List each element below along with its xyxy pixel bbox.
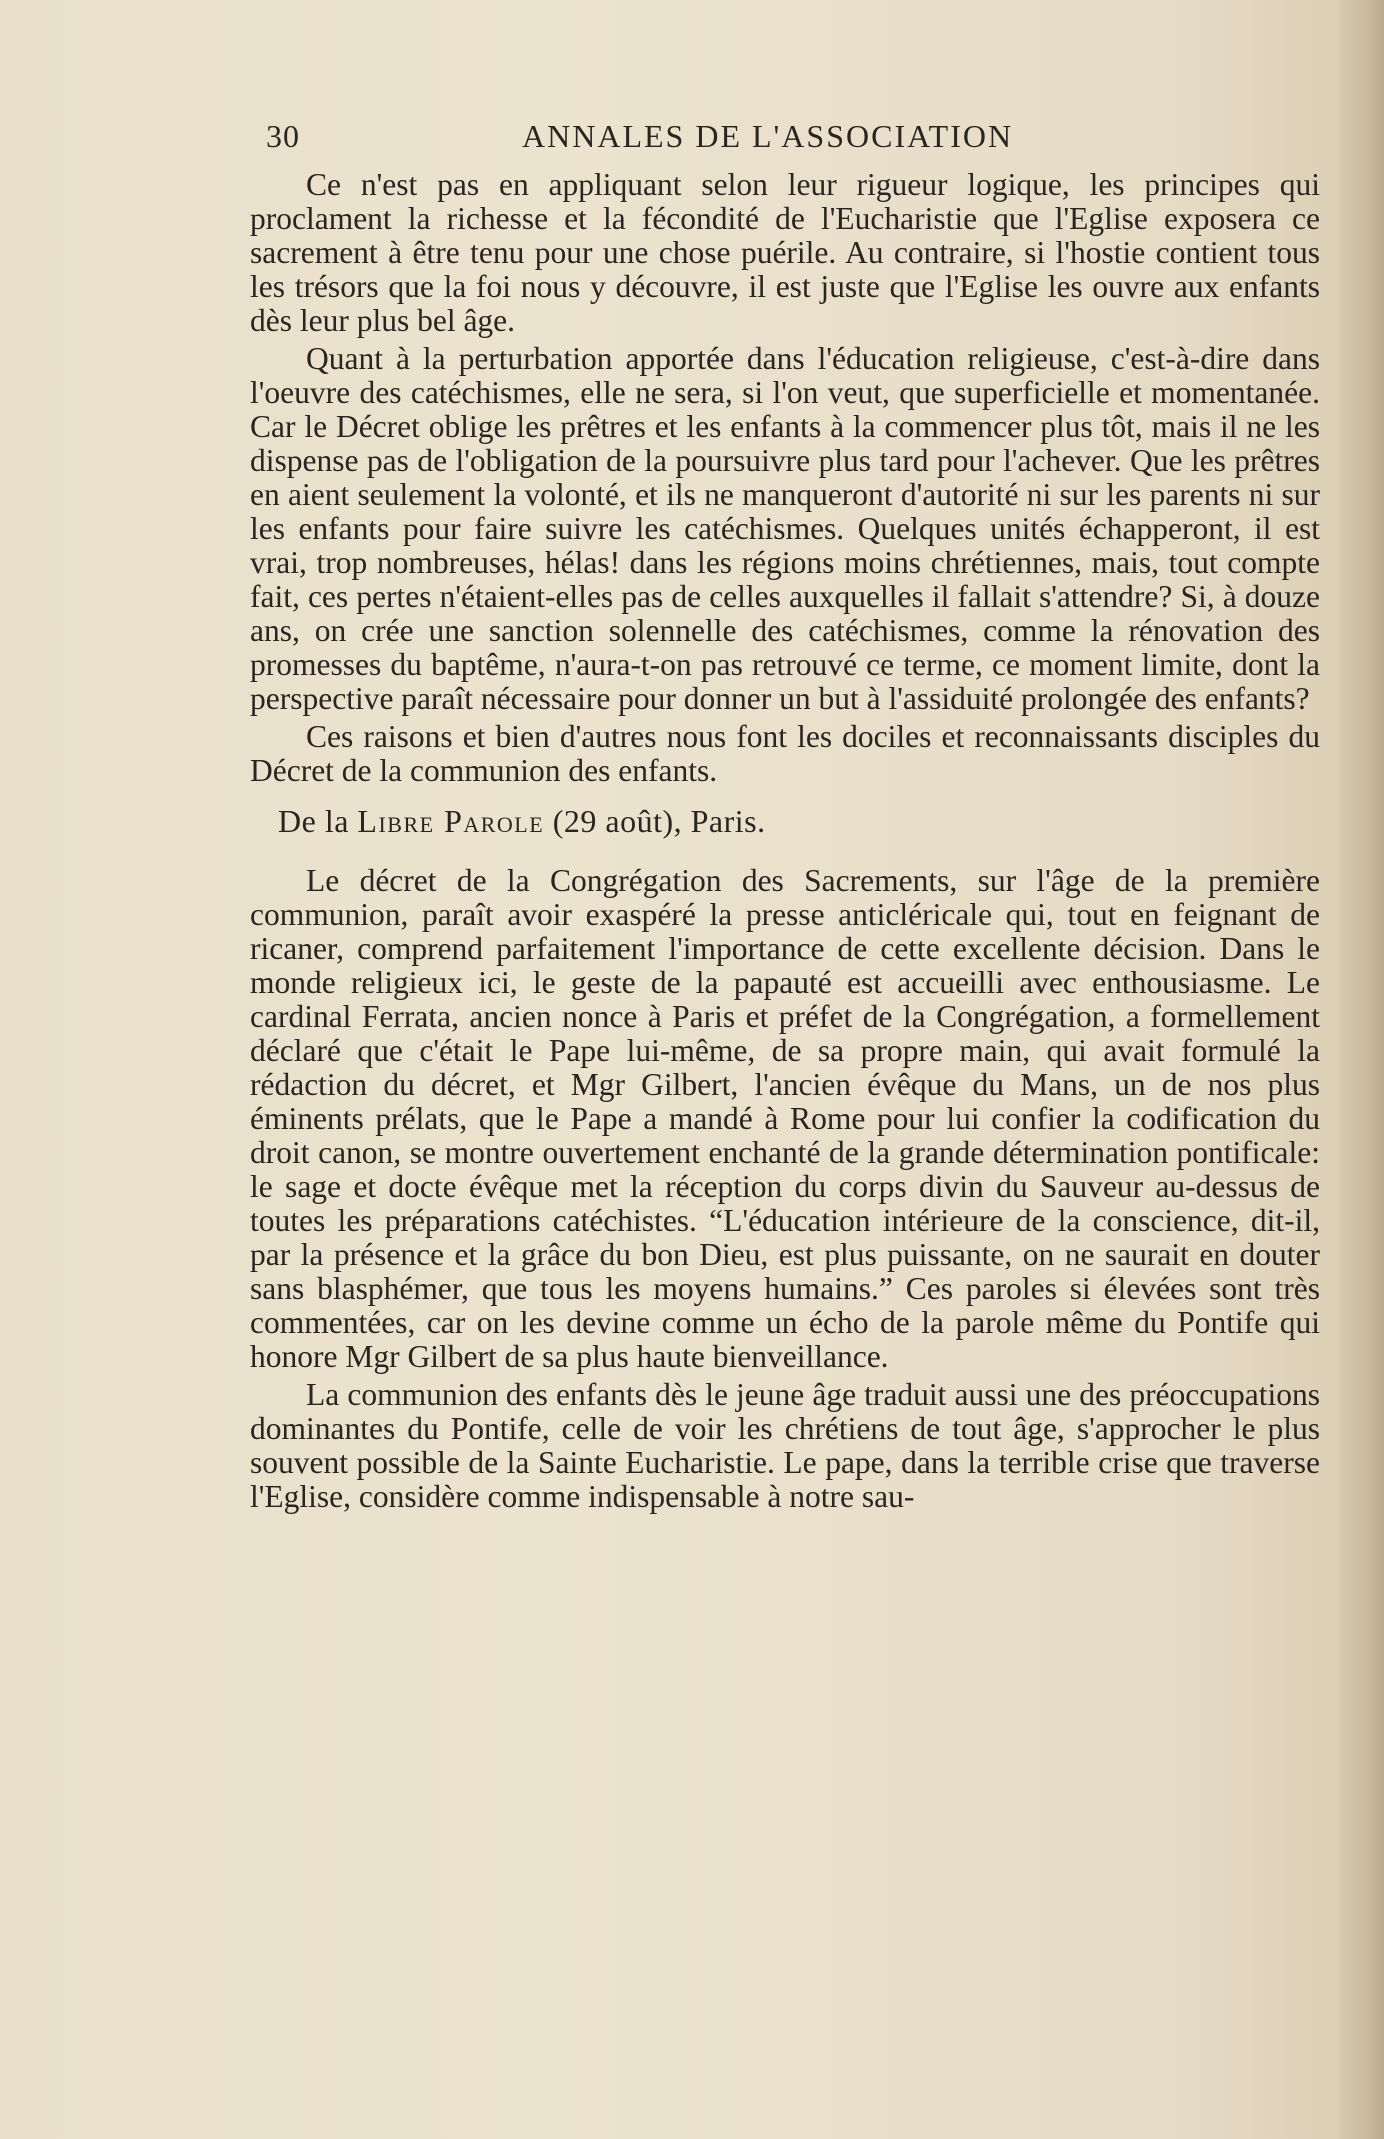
paragraph-3: Ces raisons et bien d'autres nous font les dociles et reconnaissants disciples du Décret de la communion des enfants. xyxy=(250,719,1320,788)
source-citation xyxy=(278,804,1320,838)
source-publication: Libre Parole xyxy=(357,803,545,839)
paragraph-4: Le décret de la Congrégation des Sacrements, sur l'âge de la première communion, paraît avoir exaspéré la presse anticléricale qui, tout en feignant de ricaner, comprend parfaitement l'importance de cette excellente décision. Dans le monde religieux ici, le geste de la papauté est accueilli avec enthousiasme. Le cardinal Ferrata, ancien nonce à Paris et préfet de la Congrégation, a formellement déclaré que c'était le Pape lui-même, de sa propre main, qui avait formulé la rédaction du décret, et Mgr Gilbert, l'ancien évêque du Mans, un de nos plus éminents prélats, que le Pape a mandé à Rome pour lui confier la codification du droit canon, se montre ouvertement enchanté de la grande détermination pontificale: le sage et docte évêque met la réception du corps divin du Sauveur au-dessus de toutes les préparations catéchistes. “L'éducation intérieure de la conscience, dit-il, par la présence et la grâce du bon Dieu, est plus puissante, on ne saurait en douter sans blasphémer, que tous les moyens humains.” Ces paroles si élevées sont très commentées, car on les devine comme un écho de la parole même du Pontife qui honore Mgr Gilbert de sa plus haute bienveillance. xyxy=(250,863,1320,1374)
page-header xyxy=(262,112,1322,162)
running-head: ANNALES DE L'ASSOCIATION xyxy=(522,118,1014,154)
paragraph-1: Ce n'est pas en appliquant selon leur rigueur logique, les principes qui proclament la richesse et la fécondité de l'Eucharistie que l'Eglise exposera ce sacrement à être tenu pour une chose puérile. Au contraire, si l'hostie contient tous les trésors que la foi nous y découvre, il est juste que l'Eglise les ouvre aux enfants dès leur plus bel âge. xyxy=(250,167,1320,338)
paragraph-2: Quant à la perturbation apportée dans l'éducation religieuse, c'est-à-dire dans l'oeuvre des catéchismes, elle ne sera, si l'on veut, que superficielle et momentanée. Car le Décret oblige les prêtres et les enfants à la commencer plus tôt, mais il ne les dispense pas de l'obligation de la poursuivre plus tard pour l'achever. Que les prêtres en aient seulement la volonté, et ils ne manqueront d'autorité ni sur les parents ni sur les enfants pour faire suivre les catéchismes. Quelques unités échapperont, il est vrai, trop nombreuses, hélas! dans les régions moins chrétiennes, mais, tout compte fait, ces pertes n'étaient-elles pas de celles auxquelles il fallait s'attendre? Si, à douze ans, on crée une sanction solennelle des catéchismes, comme la rénovation des promesses du baptême, n'aura-t-on pas retrouvé ce terme, ce moment limite, dont la perspective paraît nécessaire pour donner un but à l'assiduité prolongée des enfants? xyxy=(250,341,1320,716)
source-suffix: (29 août), Paris. xyxy=(544,803,766,839)
source-prefix: De la xyxy=(278,803,358,839)
page-number: 30 xyxy=(266,118,300,154)
book-spine-shadow xyxy=(1340,0,1384,2139)
paragraph-5: La communion des enfants dès le jeune âge traduit aussi une des préoccupations dominantes du Pontife, celle de voir les chrétiens de tout âge, s'approcher le plus souvent possible de la Sainte Eucharistie. Le pape, dans la terrible crise que traverse l'Eglise, considère comme indispensable à notre sau- xyxy=(250,1377,1320,1514)
body-text xyxy=(250,168,1320,1514)
